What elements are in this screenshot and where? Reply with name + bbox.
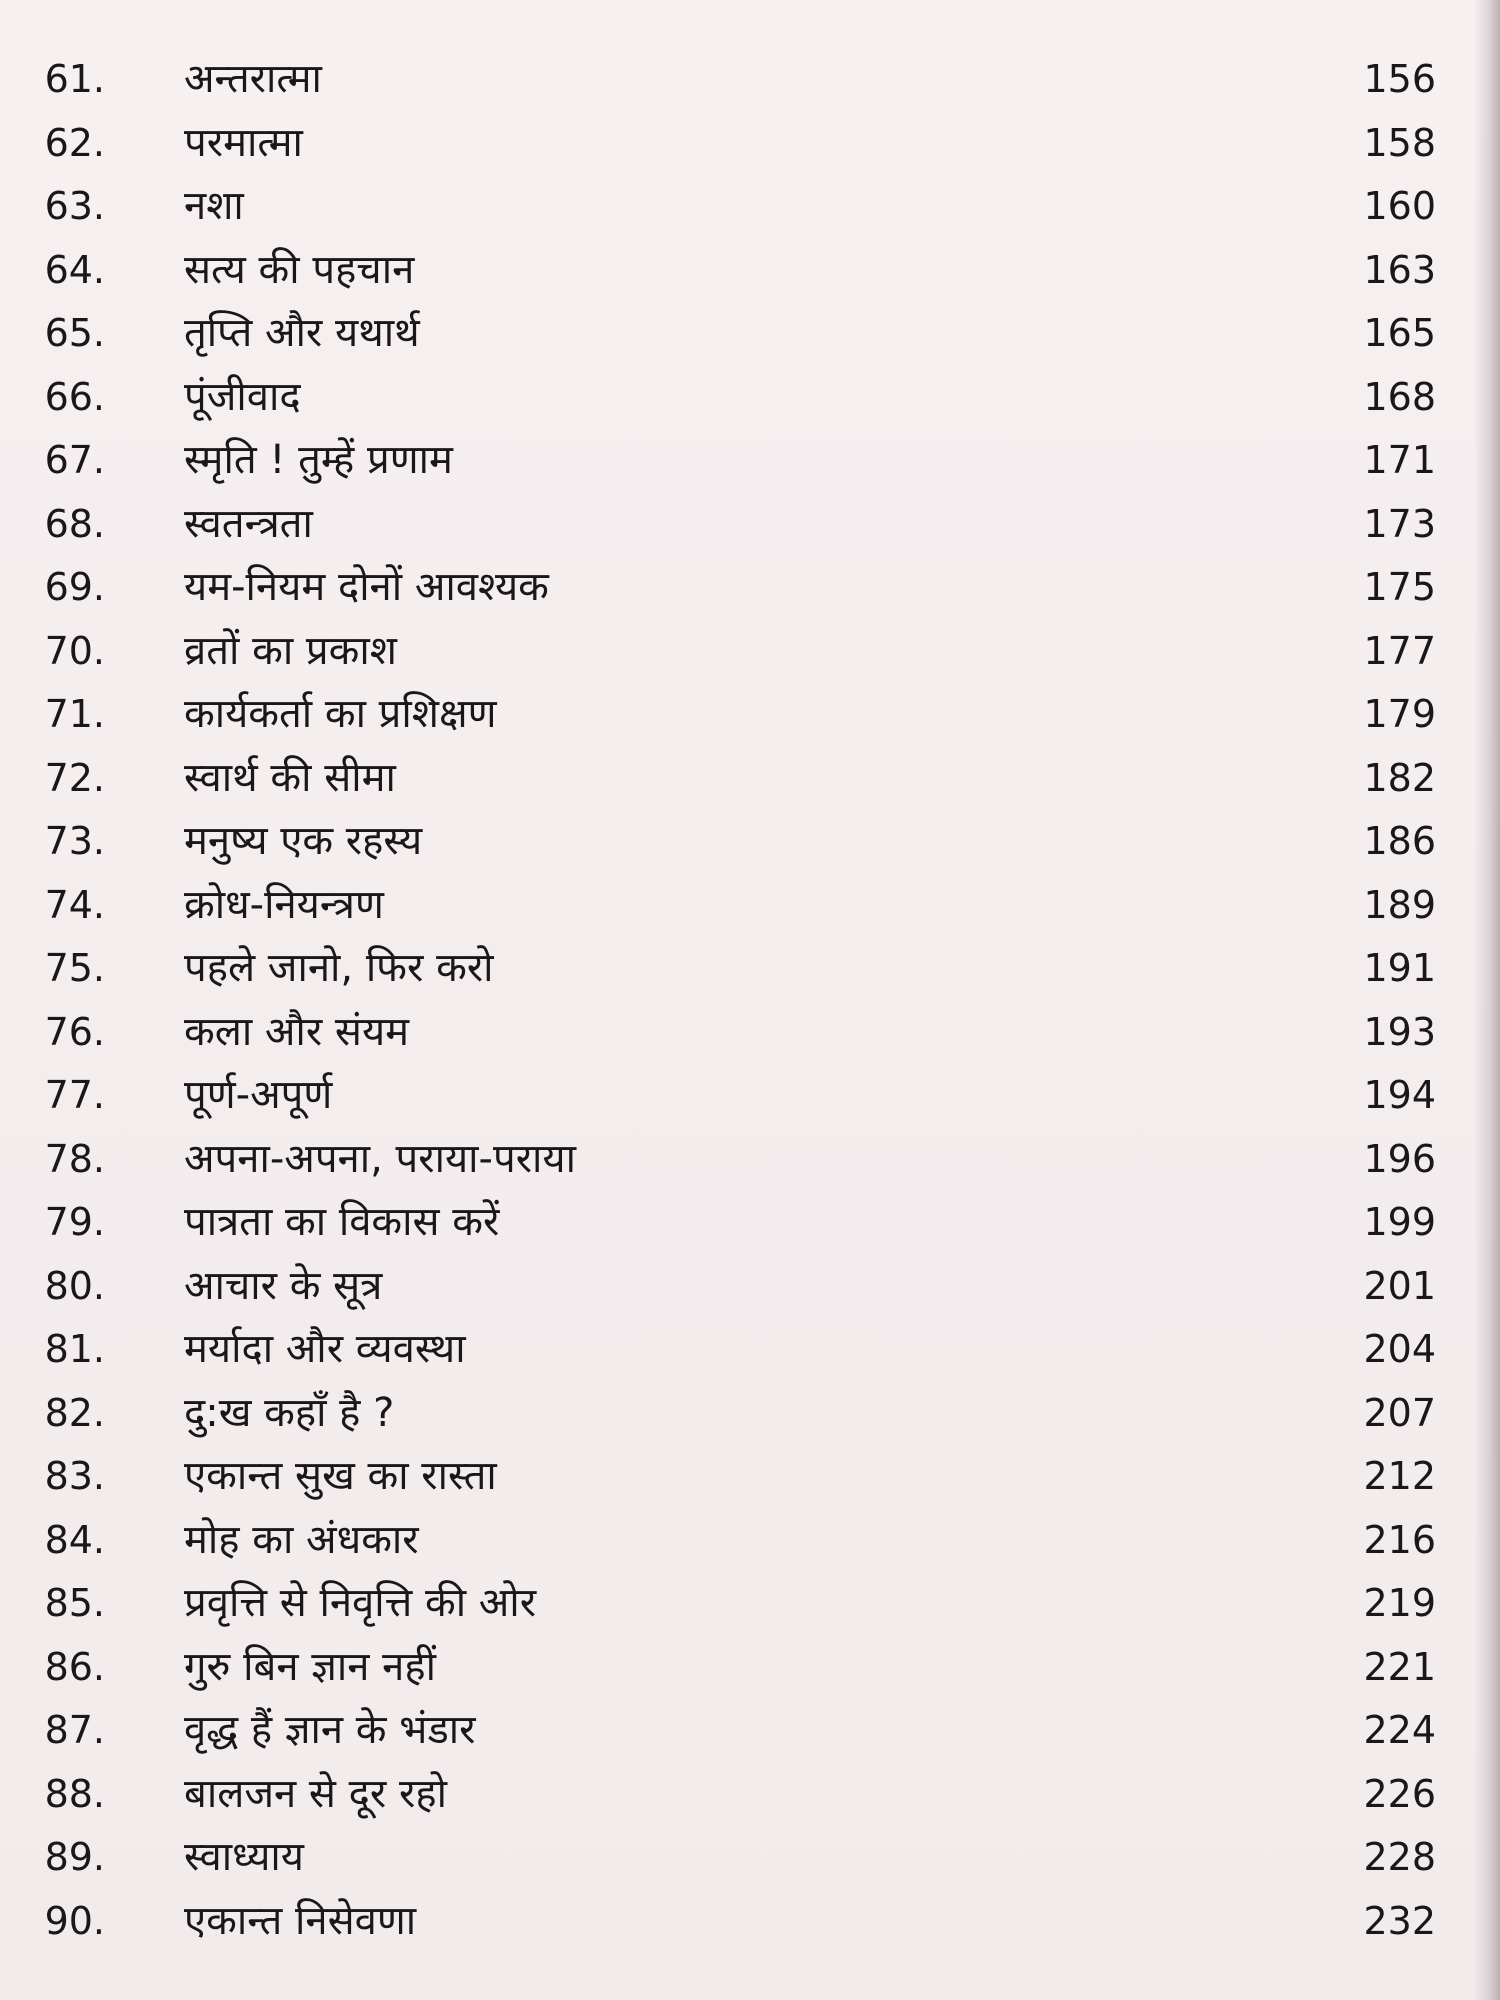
toc-entry [0, 1636, 1500, 1700]
toc-entry [0, 556, 1500, 620]
toc-entry [0, 1890, 1500, 1954]
toc-entry [0, 1382, 1500, 1446]
entry-number: 79. [44, 1200, 105, 1244]
entry-page-number: 191 [1363, 946, 1436, 990]
toc-entry [0, 937, 1500, 1001]
toc-entry [0, 493, 1500, 557]
entry-title: आचार के सूत्र [184, 1262, 383, 1309]
entry-number: 70. [44, 628, 105, 673]
entry-number: 86. [44, 1644, 105, 1689]
entry-number: 71. [44, 692, 105, 736]
entry-number: 61. [44, 57, 105, 101]
entry-title: नशा [184, 183, 244, 229]
entry-number: 83. [44, 1454, 105, 1498]
entry-title: स्वाध्याय [184, 1834, 304, 1880]
entry-title: तृप्ति और यथार्थ [184, 310, 420, 356]
entry-title: यम-नियम दोनों आवश्यक [184, 564, 549, 610]
entry-page-number: 193 [1363, 1009, 1436, 1054]
toc-entry [0, 1445, 1500, 1509]
entry-page-number: 179 [1363, 692, 1436, 736]
toc-entry [0, 1699, 1500, 1763]
entry-page-number: 216 [1363, 1517, 1436, 1562]
entry-page-number: 182 [1363, 755, 1436, 800]
toc-entry [0, 175, 1500, 239]
entry-title: पहले जानो, फिर करो [184, 945, 494, 991]
entry-title: परमात्मा [184, 119, 303, 166]
entry-number: 82. [44, 1390, 105, 1435]
entry-page-number: 173 [1363, 501, 1436, 546]
entry-number: 87. [44, 1708, 105, 1752]
entry-page-number: 226 [1363, 1771, 1436, 1816]
entry-page-number: 201 [1363, 1263, 1436, 1308]
entry-page-number: 196 [1363, 1136, 1436, 1181]
entry-title: पात्रता का विकास करें [184, 1199, 500, 1245]
entry-title: एकान्त निसेवणा [184, 1897, 417, 1944]
toc-entry [0, 683, 1500, 747]
entry-page-number: 158 [1363, 120, 1436, 165]
entry-title: पूंजीवाद [184, 373, 301, 420]
toc-entry [0, 239, 1500, 303]
entry-number: 73. [44, 819, 105, 863]
toc-entry [0, 1318, 1500, 1382]
toc-entry [0, 1763, 1500, 1827]
entry-page-number: 221 [1363, 1644, 1436, 1689]
entry-page-number: 175 [1363, 565, 1436, 609]
toc-entry [0, 302, 1500, 366]
entry-title: कला और संयम [184, 1008, 410, 1055]
entry-number: 65. [44, 311, 105, 355]
entry-page-number: 156 [1363, 57, 1436, 101]
toc-entry [0, 1255, 1500, 1319]
entry-page-number: 204 [1363, 1327, 1436, 1371]
entry-title: दु:ख कहाँ है ? [184, 1389, 395, 1436]
entry-title: प्रवृत्ति से निवृत्ति की ओर [184, 1580, 537, 1626]
entry-title: स्मृति ! तुम्हें प्रणाम [184, 437, 453, 483]
entry-title: वृद्ध हैं ज्ञान के भंडार [184, 1707, 476, 1753]
table-of-contents [0, 48, 1500, 1953]
page-edge-shadow [1474, 0, 1500, 2000]
entry-title: मोह का अंधकार [184, 1516, 419, 1563]
entry-number: 75. [44, 946, 105, 990]
entry-title: गुरु बिन ज्ञान नहीं [184, 1643, 436, 1690]
entry-page-number: 199 [1363, 1200, 1436, 1244]
entry-number: 74. [44, 882, 105, 927]
toc-entry [0, 1509, 1500, 1573]
entry-title: बालजन से दूर रहो [184, 1770, 447, 1817]
entry-page-number: 207 [1363, 1390, 1436, 1435]
entry-page-number: 212 [1363, 1454, 1436, 1498]
entry-number: 80. [44, 1263, 105, 1308]
entry-page-number: 232 [1363, 1898, 1436, 1943]
entry-page-number: 228 [1363, 1835, 1436, 1879]
entry-number: 62. [44, 120, 105, 165]
entry-number: 66. [44, 374, 105, 419]
entry-number: 72. [44, 755, 105, 800]
entry-title: मनुष्य एक रहस्य [184, 818, 423, 864]
entry-number: 77. [44, 1073, 105, 1117]
toc-entry [0, 620, 1500, 684]
entry-number: 68. [44, 501, 105, 546]
entry-title: मर्यादा और व्यवस्था [184, 1326, 466, 1372]
toc-entry [0, 874, 1500, 938]
toc-entry [0, 1001, 1500, 1065]
entry-title: एकान्त सुख का रास्ता [184, 1453, 497, 1499]
entry-number: 67. [44, 438, 105, 482]
entry-page-number: 224 [1363, 1708, 1436, 1752]
toc-entry [0, 1128, 1500, 1192]
entry-number: 81. [44, 1327, 105, 1371]
entry-title: व्रतों का प्रकाश [184, 627, 397, 674]
entry-title: क्रोध-नियन्त्रण [184, 881, 384, 928]
entry-number: 69. [44, 565, 105, 609]
entry-title: सत्य की पहचान [184, 246, 415, 293]
entry-page-number: 165 [1363, 311, 1436, 355]
entry-title: अन्तरात्मा [184, 56, 322, 102]
entry-number: 89. [44, 1835, 105, 1879]
entry-page-number: 163 [1363, 247, 1436, 292]
toc-entry [0, 1572, 1500, 1636]
toc-entry [0, 810, 1500, 874]
entry-page-number: 186 [1363, 819, 1436, 863]
entry-number: 78. [44, 1136, 105, 1181]
entry-page-number: 160 [1363, 184, 1436, 228]
entry-page-number: 177 [1363, 628, 1436, 673]
entry-page-number: 194 [1363, 1073, 1436, 1117]
entry-title: पूर्ण-अपूर्ण [184, 1072, 333, 1118]
entry-number: 63. [44, 184, 105, 228]
toc-entry [0, 1064, 1500, 1128]
entry-number: 88. [44, 1771, 105, 1816]
entry-title: कार्यकर्ता का प्रशिक्षण [184, 691, 497, 737]
entry-page-number: 189 [1363, 882, 1436, 927]
entry-title: अपना-अपना, पराया-पराया [184, 1135, 576, 1182]
toc-entry [0, 1826, 1500, 1890]
entry-number: 85. [44, 1581, 105, 1625]
toc-entry [0, 48, 1500, 112]
toc-entry [0, 1191, 1500, 1255]
entry-number: 64. [44, 247, 105, 292]
entry-number: 84. [44, 1517, 105, 1562]
entry-page-number: 171 [1363, 438, 1436, 482]
entry-number: 76. [44, 1009, 105, 1054]
entry-title: स्वार्थ की सीमा [184, 754, 396, 801]
entry-number: 90. [44, 1898, 105, 1943]
entry-page-number: 168 [1363, 374, 1436, 419]
toc-entry [0, 429, 1500, 493]
toc-entry [0, 112, 1500, 176]
entry-title: स्वतन्त्रता [184, 500, 313, 547]
toc-entry [0, 747, 1500, 811]
entry-page-number: 219 [1363, 1581, 1436, 1625]
toc-entry [0, 366, 1500, 430]
